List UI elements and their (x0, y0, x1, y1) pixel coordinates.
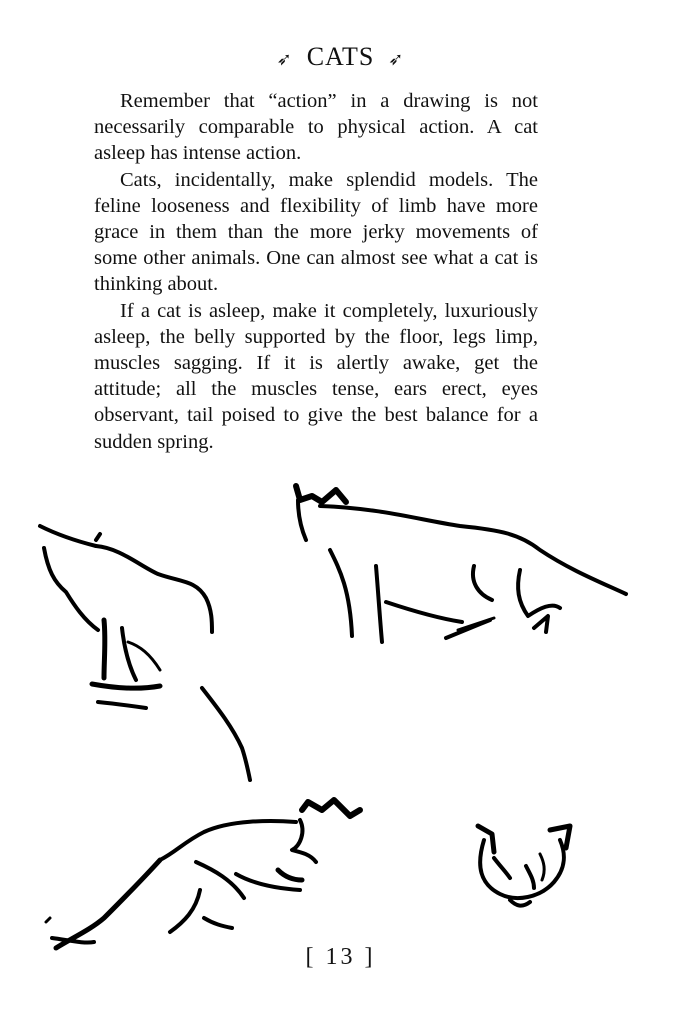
chapter-header (0, 42, 681, 72)
cat-illustrations (0, 470, 681, 1000)
paragraph-2: Cats, incidentally, make splendid models. The feline looseness and flexibility of limb have more grace in them than the more jerky movements of some other animals. One can almost see what a cat is thinking about. (94, 168, 538, 296)
chapter-title: CATS (306, 42, 375, 71)
crouching-cat-sketch (46, 800, 360, 948)
cat-face-sketch (478, 826, 570, 906)
page-number: [ 13 ] (305, 944, 376, 970)
walking-cat-sketch (296, 486, 626, 642)
body-text (94, 88, 538, 455)
cat-sketches-svg (0, 470, 681, 1000)
ornament-left-icon: ➶ (276, 48, 293, 69)
sitting-cat-sketch (40, 526, 250, 780)
paragraph-1: Remember that “action” in a drawing is not necessarily comparable to physical action. A cat asleep has intense action. (94, 90, 538, 165)
ornament-right-icon: ➶ (388, 48, 405, 69)
paragraph-3: If a cat is asleep, make it completely, luxuriously asleep, the belly supported by the floor, legs limp, muscles sagging. If it is alertly awake, get the attitude; all the muscles tense, ears erect, eyes observant, tail poised to give the best balance for a sudden spring. (94, 299, 538, 453)
